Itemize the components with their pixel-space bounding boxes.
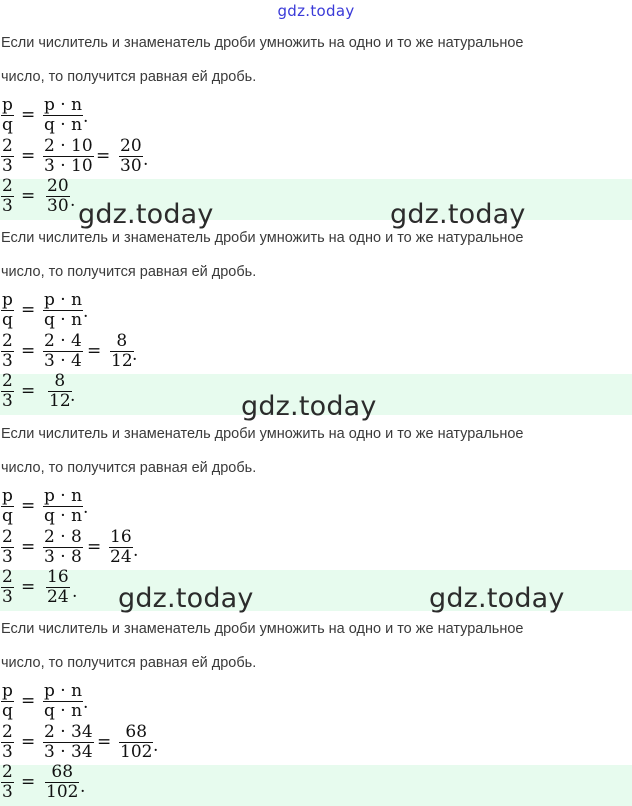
period: . bbox=[83, 302, 89, 322]
period: . bbox=[153, 736, 159, 756]
fraction-general-right: p · n q · n bbox=[44, 486, 83, 526]
answer-fraction-result: 8 12 bbox=[49, 371, 71, 411]
period: . bbox=[83, 498, 89, 518]
fraction-multiplied: 2 · 34 3 · 34 bbox=[44, 722, 93, 762]
fraction-general-right: p · n q · n bbox=[44, 681, 83, 721]
rule-text-line: число, то получится равная ей дробь. bbox=[1, 69, 257, 85]
equals-sign: = bbox=[21, 496, 36, 516]
answer-fraction-result: 20 30 bbox=[47, 176, 69, 216]
equals-sign: = bbox=[97, 732, 112, 752]
fraction-multiplied: 2 · 8 3 · 8 bbox=[44, 527, 82, 567]
equals-sign: = bbox=[21, 341, 36, 361]
period: . bbox=[132, 345, 138, 365]
fraction-given: 2 3 bbox=[2, 722, 13, 762]
fraction-multiplied: 2 · 4 3 · 4 bbox=[44, 331, 82, 371]
fraction-general-right: p · n q · n bbox=[44, 290, 83, 330]
fraction-result: 68 102 bbox=[120, 722, 153, 762]
fraction-general-left: p q bbox=[2, 95, 13, 135]
answer-fraction-result: 68 102 bbox=[46, 762, 79, 802]
fraction-result: 20 30 bbox=[120, 136, 142, 176]
fraction-given: 2 3 bbox=[2, 331, 13, 371]
equals-sign: = bbox=[21, 300, 36, 320]
fraction-result: 8 12 bbox=[111, 331, 133, 371]
answer-highlight bbox=[0, 762, 632, 806]
fraction-general-left: p q bbox=[2, 486, 13, 526]
answer-fraction-given: 2 3 bbox=[2, 176, 13, 216]
watermark: gdz.today bbox=[241, 391, 377, 422]
site-logo[interactable]: gdz.today bbox=[277, 2, 355, 20]
period: . bbox=[83, 693, 89, 713]
answer-fraction-given: 2 3 bbox=[2, 762, 13, 802]
equals-sign: = bbox=[21, 537, 36, 557]
equals-sign: = bbox=[21, 577, 36, 597]
equals-sign: = bbox=[21, 186, 36, 206]
watermark: gdz.today bbox=[118, 583, 254, 614]
equals-sign: = bbox=[21, 105, 36, 125]
watermark: gdz.today bbox=[78, 199, 214, 230]
rule-text-line: Если числитель и знаменатель дроби умножить на одно и то же натуральное bbox=[1, 621, 524, 637]
period: . bbox=[72, 582, 78, 602]
equals-sign: = bbox=[87, 341, 102, 361]
solution-block bbox=[0, 586, 632, 802]
rule-text-line: Если числитель и знаменатель дроби умножить на одно и то же натуральное bbox=[1, 35, 524, 51]
answer-fraction-given: 2 3 bbox=[2, 567, 13, 607]
fraction-multiplied: 2 · 10 3 · 10 bbox=[44, 136, 93, 176]
rule-text-line: число, то получится равная ей дробь. bbox=[1, 264, 257, 280]
rule-text-line: число, то получится равная ей дробь. bbox=[1, 655, 257, 671]
equals-sign: = bbox=[21, 146, 36, 166]
fraction-general-left: p q bbox=[2, 290, 13, 330]
rule-text-line: Если числитель и знаменатель дроби умножить на одно и то же натуральное bbox=[1, 230, 524, 246]
equals-sign: = bbox=[21, 381, 36, 401]
equals-sign: = bbox=[21, 691, 36, 711]
fraction-result: 16 24 bbox=[110, 527, 132, 567]
rule-text-line: число, то получится равная ей дробь. bbox=[1, 460, 257, 476]
fraction-given: 2 3 bbox=[2, 527, 13, 567]
answer-fraction-result: 16 24 bbox=[47, 567, 69, 607]
equals-sign: = bbox=[87, 537, 102, 557]
period: . bbox=[80, 777, 86, 797]
period: . bbox=[70, 191, 76, 211]
fraction-given: 2 3 bbox=[2, 136, 13, 176]
watermark: gdz.today bbox=[429, 583, 565, 614]
period: . bbox=[133, 541, 139, 561]
watermark: gdz.today bbox=[390, 199, 526, 230]
period: . bbox=[143, 150, 149, 170]
equals-sign: = bbox=[21, 772, 36, 792]
period: . bbox=[70, 386, 76, 406]
fraction-general-left: p q bbox=[2, 681, 13, 721]
equals-sign: = bbox=[21, 732, 36, 752]
period: . bbox=[83, 107, 89, 127]
equals-sign: = bbox=[96, 146, 111, 166]
answer-fraction-given: 2 3 bbox=[2, 371, 13, 411]
fraction-general-right: p · n q · n bbox=[44, 95, 83, 135]
rule-text-line: Если числитель и знаменатель дроби умножить на одно и то же натуральное bbox=[1, 426, 524, 442]
